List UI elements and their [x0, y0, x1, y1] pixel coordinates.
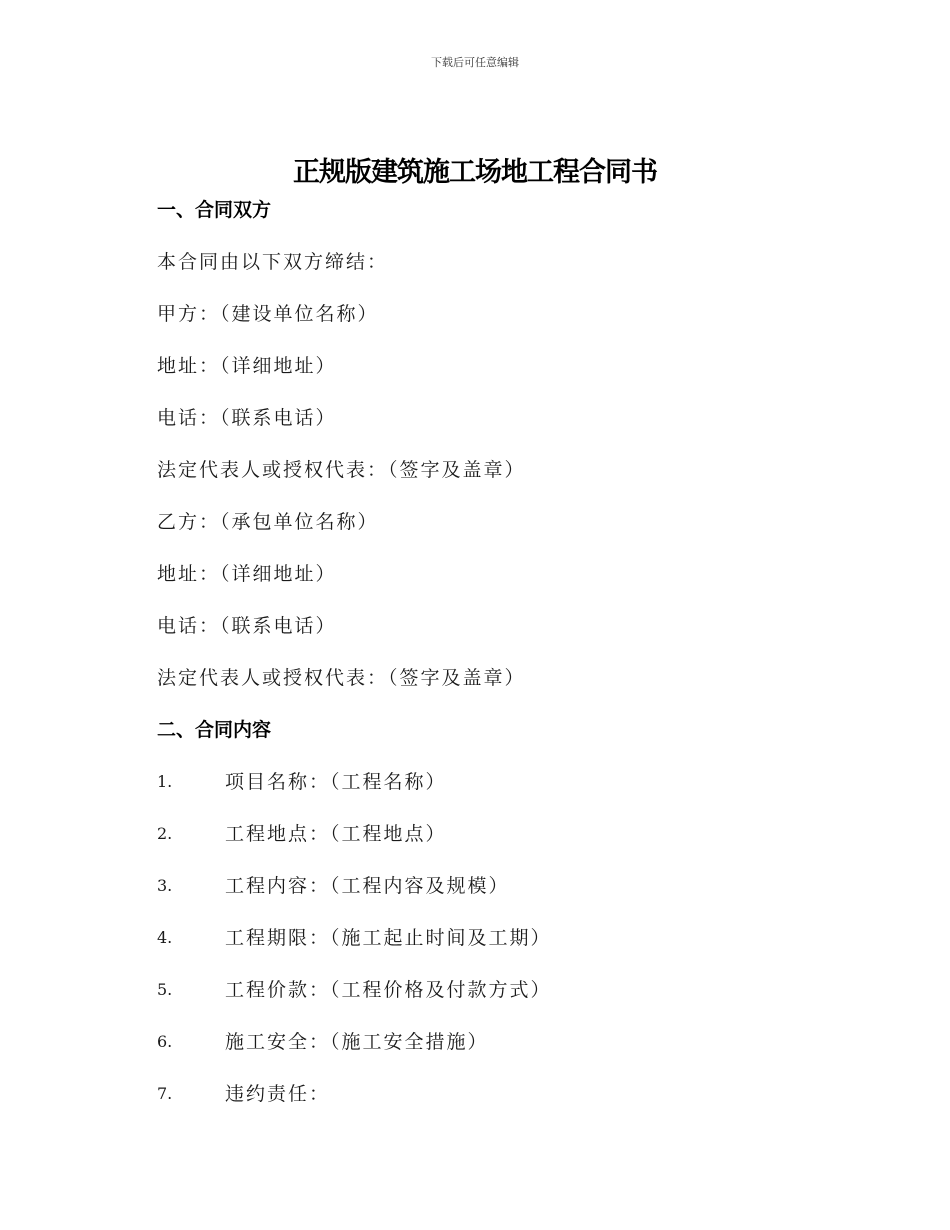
document-body	[157, 196, 857, 1132]
document-title: 正规版建筑施工场地工程合同书	[293, 157, 657, 188]
list-item-number: 7.	[157, 1084, 173, 1103]
list-item-text: 工程地点：（工程地点）	[225, 823, 447, 845]
party-a-name-line: 甲方：（建设单位名称）	[157, 303, 379, 325]
header-note: 下载后可任意编辑	[431, 56, 519, 69]
list-item	[157, 1028, 857, 1056]
party-a-phone-line: 电话：（联系电话）	[157, 407, 337, 429]
list-item-number: 6.	[157, 1032, 173, 1051]
list-item-text: 工程期限：（施工起止时间及工期）	[225, 927, 552, 949]
list-item-number: 5.	[157, 980, 173, 999]
list-item-text: 施工安全：（施工安全措施）	[225, 1031, 489, 1053]
list-item	[157, 820, 857, 848]
list-item	[157, 1080, 857, 1108]
section-heading-content: 二、合同内容	[157, 719, 272, 741]
list-item	[157, 872, 857, 900]
list-item-text: 项目名称：（工程名称）	[225, 771, 447, 793]
intro-line: 本合同由以下双方缔结：	[157, 251, 389, 273]
list-item-number: 2.	[157, 824, 173, 843]
list-item-number: 4.	[157, 928, 173, 947]
list-item-number: 1.	[157, 772, 173, 791]
list-item-number: 3.	[157, 876, 173, 895]
list-item-text: 工程内容：（工程内容及规模）	[225, 875, 510, 897]
party-b-address-line: 地址：（详细地址）	[157, 563, 337, 585]
party-b-name-line: 乙方：（承包单位名称）	[157, 511, 379, 533]
list-item	[157, 924, 857, 952]
section-heading-parties: 一、合同双方	[157, 199, 272, 221]
list-item	[157, 768, 857, 796]
party-b-phone-line: 电话：（联系电话）	[157, 615, 337, 637]
party-a-representative-line: 法定代表人或授权代表：（签字及盖章）	[157, 459, 526, 481]
list-item-text: 工程价款：（工程价格及付款方式）	[225, 979, 552, 1001]
party-a-address-line: 地址：（详细地址）	[157, 355, 337, 377]
list-item-text: 违约责任：	[225, 1083, 331, 1105]
party-b-representative-line: 法定代表人或授权代表：（签字及盖章）	[157, 667, 526, 689]
list-item	[157, 976, 857, 1004]
